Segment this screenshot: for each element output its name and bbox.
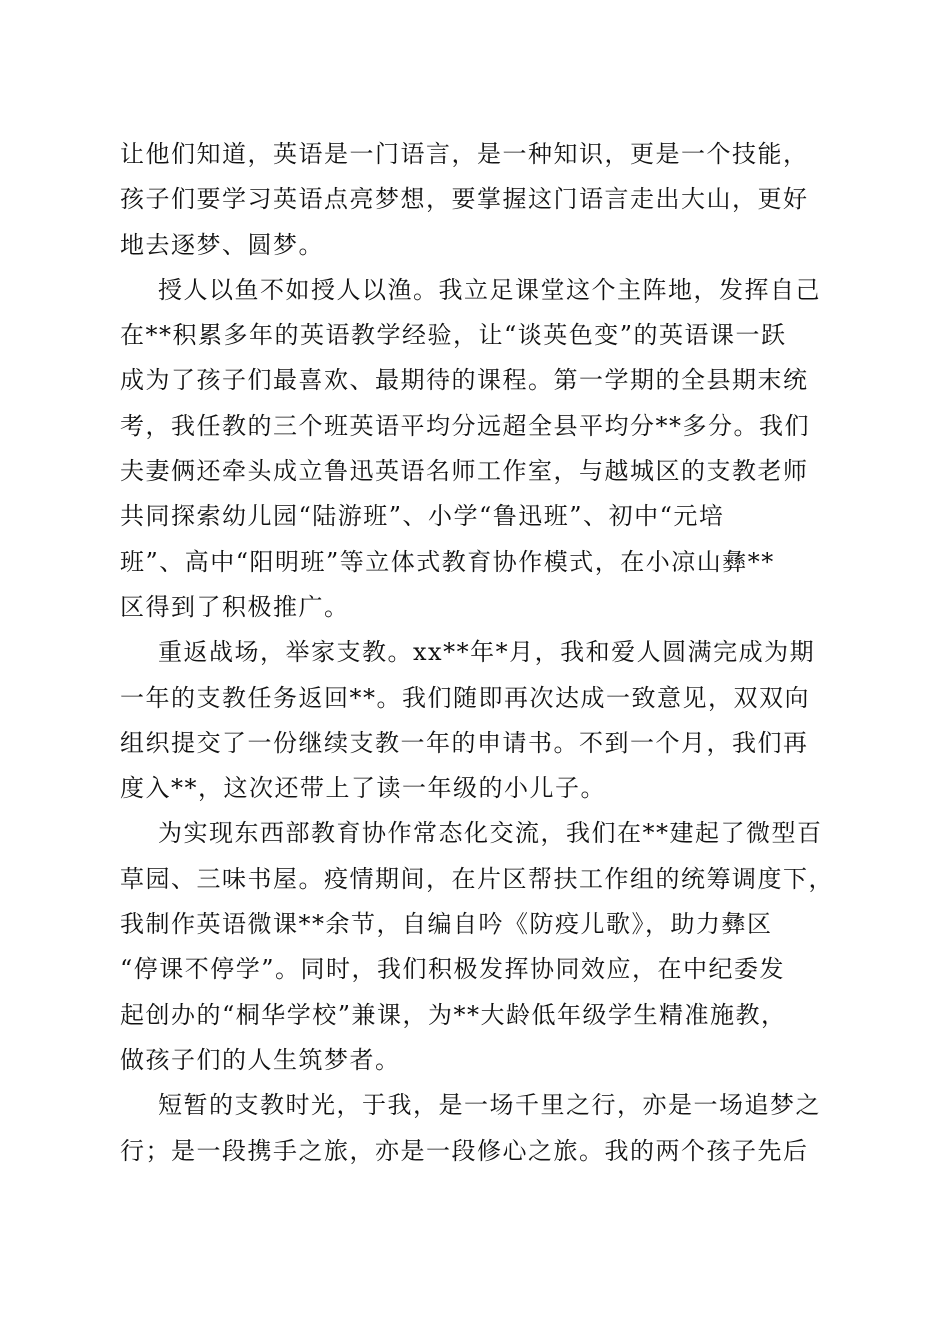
text-line: 地去逐梦、圆梦。 [120, 230, 324, 259]
text-line: 孩子们要学习英语点亮梦想，要掌握这门语言走出大山，更好 [120, 185, 809, 214]
paragraph-reflection [120, 1083, 832, 1174]
paragraph-return-family [120, 630, 832, 811]
text-line: 重返战场，举家支教。xx**年*月，我和爱人圆满完成为期 [158, 638, 816, 667]
text-line: 在**积累多年的英语教学经验，让“谈英色变”的英语课一跃 [120, 321, 787, 350]
paragraph-english-dream [120, 132, 832, 268]
text-line: 班”、高中“阳明班”等立体式教育协作模式，在小凉山彝** [120, 547, 775, 576]
text-line: 我制作英语微课**余节，自编自吟《防疫儿歌》，助力彝区 [120, 910, 773, 939]
text-line: 草园、三味书屋。疫情期间，在片区帮扶工作组的统筹调度下， [120, 864, 834, 893]
text-line: 让他们知道，英语是一门语言，是一种知识，更是一个技能， [120, 140, 809, 168]
text-line: 考，我任教的三个班英语平均分远超全县平均分**多分。我们 [120, 411, 810, 440]
paragraph-teaching-method [120, 268, 832, 630]
document-body [120, 132, 832, 1174]
text-line: 区得到了积极推广。 [120, 592, 350, 621]
text-line: 短暂的支教时光，于我，是一场千里之行，亦是一场追梦之 [158, 1091, 821, 1120]
text-line: 授人以鱼不如授人以渔。我立足课堂这个主阵地，发挥自己 [158, 275, 821, 304]
text-line: 为实现东西部教育协作常态化交流，我们在**建起了微型百 [158, 819, 823, 848]
text-line: 夫妻俩还牵头成立鲁迅英语名师工作室，与越城区的支教老师 [120, 457, 809, 486]
text-line: 一年的支教任务返回**。我们随即再次达成一致意见，双双向 [120, 683, 810, 712]
text-line: 成为了孩子们最喜欢、最期待的课程。第一学期的全县期末统 [120, 366, 809, 395]
text-line: 做孩子们的人生筑梦者。 [120, 1045, 401, 1074]
paragraph-cooperation [120, 811, 832, 1083]
text-line: 起创办的“桐华学校”兼课，为**大龄低年级学生精准施教， [120, 1000, 787, 1029]
text-line: 共同探索幼儿园“陆游班”、小学“鲁迅班”、初中“元培 [120, 502, 725, 531]
text-line: 行；是一段携手之旅，亦是一段修心之旅。我的两个孩子先后 [120, 1136, 809, 1165]
text-line: 度入**，这次还带上了读一年级的小儿子。 [120, 774, 606, 803]
text-line: 组织提交了一份继续支教一年的申请书。不到一个月，我们再 [120, 728, 809, 757]
text-line: “停课不停学”。同时，我们积极发挥协同效应，在中纪委发 [120, 955, 786, 984]
